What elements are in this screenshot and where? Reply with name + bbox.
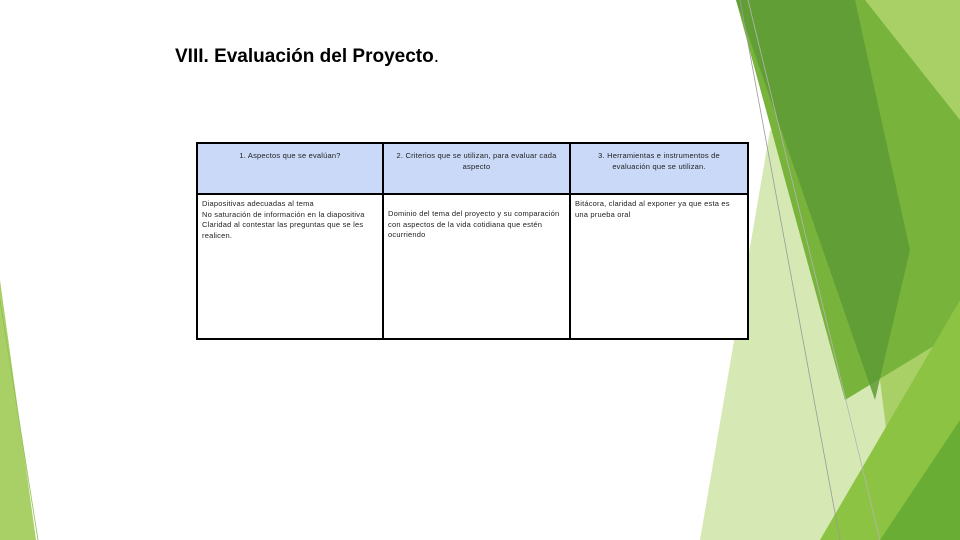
cell-aspects [197, 194, 383, 339]
aspect-item: No saturación de información en la diapositiva [202, 209, 365, 219]
cell-criteria [383, 194, 570, 339]
header-tools: 3. Herramientas e instrumentos de evaluación que se utilizan. [570, 143, 748, 194]
header-aspects: 1. Aspectos que se evalúan? [197, 143, 383, 194]
aspect-item: Diapositivas adecuadas al tema [202, 199, 314, 208]
aspect-item: Claridad al contestar las preguntas que se les realicen. [202, 220, 364, 240]
table-header-row [197, 143, 748, 194]
slide-title: VIII. Evaluación del Proyecto. [175, 46, 439, 67]
criteria-text: Dominio del tema del proyecto y su comparación con aspectos de la vida cotidiana que estén ocurriendo [388, 209, 560, 239]
cell-tools [570, 194, 748, 339]
evaluation-table [196, 142, 749, 340]
table-row [197, 194, 748, 339]
green-left-wedge [0, 280, 36, 540]
tools-text: Bitácora, claridad al exponer ya que esta es una prueba oral [575, 199, 730, 219]
header-criteria: 2. Criterios que se utilizan, para evaluar cada aspecto [383, 143, 570, 194]
